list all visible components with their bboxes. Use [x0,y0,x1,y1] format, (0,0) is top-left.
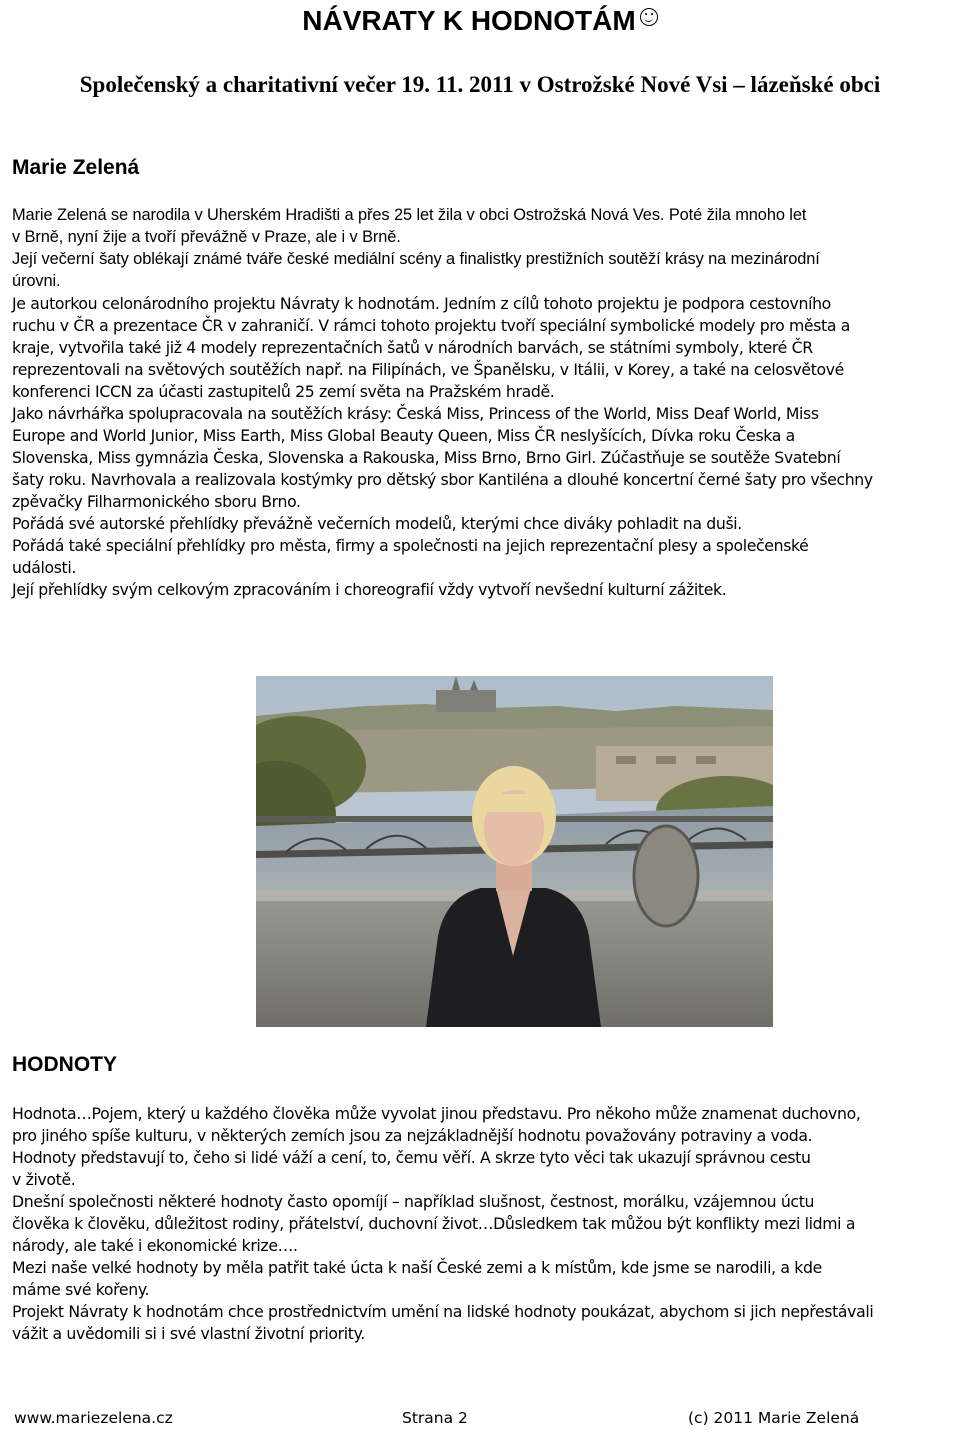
section-heading-marie-zelena: Marie Zelená [12,156,140,179]
footer-page-number: Strana 2 [402,1409,468,1427]
text-line: člověka k člověku, důležitost rodiny, přátelství, duchovní život…Důsledkem tak můžou být konflikty mezi lidmi a [12,1214,856,1233]
text-line: Marie Zelená se narodila v Uherském Hradišti a přes 25 let žila v obci Ostrožská Nová Ves. Poté žila mnoho let [12,206,807,224]
text-line: Hodnoty představují to, čeho si lidé váží a cení, to, čemu věří. A skrze tyto věci tak ukazují správnou cestu [12,1148,811,1167]
text-line: šaty roku. Navrhovala a realizovala kostýmky pro dětský sbor Kantiléna a dlouhé koncertní černé šaty pro všechny [12,470,873,489]
text-line: ruchu v ČR a prezentace ČR v zahraničí. V rámci tohoto projektu tvoří speciální symbolické modely pro města a [12,316,851,335]
text-line: kraje, vytvořila také již 4 modely reprezentačních šatů v národních barvách, se státními symboly, které ČR [12,338,813,357]
text-line: úrovni. [12,272,61,290]
text-line: v životě. [12,1170,76,1189]
text-line: zpěvačky Filharmonického sboru Brno. [12,492,301,511]
footer-website: www.mariezelena.cz [14,1409,173,1427]
photo-illustration [256,676,773,1027]
text-line: Slovenska, Miss gymnázia Česka, Slovenska a Rakouska, Miss Brno, Brno Girl. Zúčastňuje se soutěže Svatební [12,448,841,467]
title-text: NÁVRATY K HODNOTÁM [302,5,636,36]
text-line: Jako návrhářka spolupracovala na soutěžích krásy: Česká Miss, Princess of the World, Miss Deaf World, Miss [12,404,819,423]
text-line: Pořádá své autorské přehlídky převážně večerních modelů, kterými chce diváky pohladit na duši. [12,514,742,533]
document-title [0,4,960,38]
text-line: vážit a uvědomili si i své vlastní životní priority. [12,1324,365,1343]
text-line: Hodnota…Pojem, který u každého člověka může vyvolat jinou představu. Pro někoho může znamenat duchovno, [12,1104,861,1123]
text-line: konferenci ICCN za účasti zastupitelů 25 zemí světa na Pražském hradě. [12,382,555,401]
intro-paragraph [12,204,956,292]
text-line: reprezentovali na světových soutěžích např. na Filipínách, ve Španělsku, v Itálii, v Korey, a také na celosvětové [12,360,844,379]
text-line: v Brně, nyní žije a tvoří převážně v Praze, ale i v Brně. [12,228,401,246]
text-line: Její večerní šaty oblékají známé tváře české mediální scény a finalistky prestižních soutěží krásy na mezinárodní [12,250,820,268]
text-line: Projekt Návraty k hodnotám chce prostřednictvím umění na lidské hodnoty poukázat, abychom si jich nepřestávali [12,1302,874,1321]
text-line: události. [12,558,76,577]
portrait-photo [256,676,773,1027]
text-line: Dnešní společnosti některé hodnoty často opomíjí – například slušnost, čestnost, morálku, vzájemnou úctu [12,1192,815,1211]
biography-paragraph [12,293,956,601]
footer-copyright: (c) 2011 Marie Zelená [688,1409,860,1427]
smiley-icon [640,8,658,26]
text-line: Mezi naše velké hodnoty by měla patřit také úcta k naší České zemi a k místům, kde jsme se narodili, a kde [12,1258,822,1277]
text-line: Pořádá také speciální přehlídky pro města, firmy a společnosti na jejich reprezentační plesy a společenské [12,536,809,555]
text-line: máme své kořeny. [12,1280,150,1299]
text-line: Europe and World Junior, Miss Earth, Miss Global Beauty Queen, Miss ČR neslyšících, Dívka roku Česka a [12,426,795,445]
values-paragraph [12,1103,956,1345]
section-heading-hodnoty: HODNOTY [12,1053,117,1076]
event-subtitle: Společenský a charitativní večer 19. 11. 2011 v Ostrožské Nové Vsi – lázeňské obci [79,72,881,97]
text-line: národy, ale také i ekonomické krize…. [12,1236,298,1255]
text-line: Je autorkou celonárodního projektu Návraty k hodnotám. Jedním z cílů tohoto projektu je podpora cestovního [12,294,831,313]
text-line: pro jiného spíše kulturu, v některých zemích jsou za nejzákladnější hodnotu považovány potraviny a voda. [12,1126,813,1145]
text-line: Její přehlídky svým celkovým zpracováním i choreografií vždy vytvoří nevšední kulturní zážitek. [12,580,727,599]
